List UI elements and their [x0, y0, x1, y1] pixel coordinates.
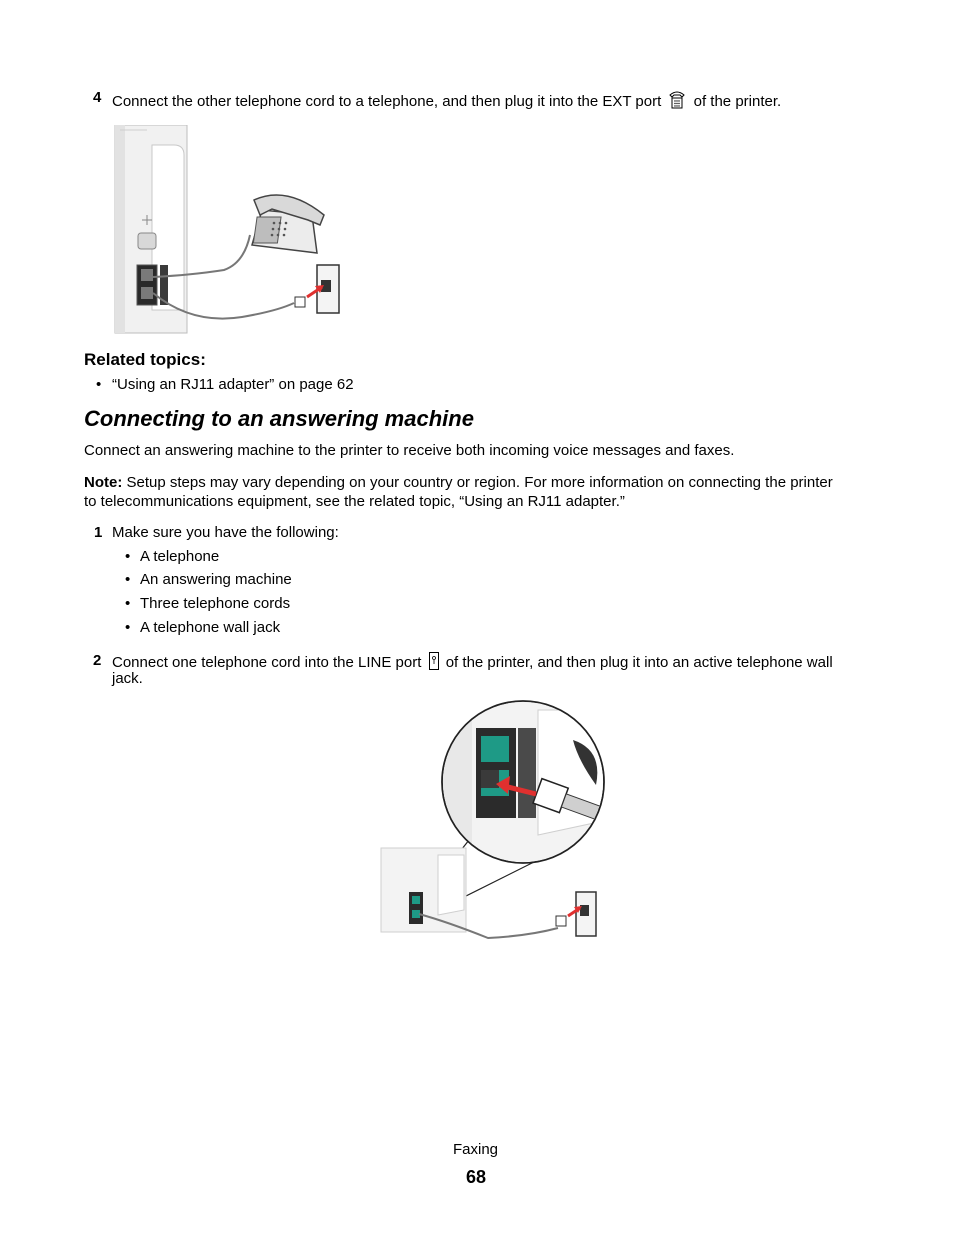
- bullet-icon: •: [125, 619, 131, 636]
- telephone-connection-illustration: [112, 125, 352, 335]
- step-number: 4: [93, 89, 102, 106]
- step-4: [93, 89, 101, 106]
- section-title: Connecting to an answering machine: [84, 406, 474, 431]
- step-2-text: [112, 652, 833, 674]
- list-item: Three telephone cords: [140, 595, 291, 612]
- telephone-ext-port-icon: [668, 89, 686, 113]
- related-topic-link[interactable]: “Using an RJ11 adapter” on page 62: [112, 376, 354, 393]
- bullet-icon: •: [96, 376, 102, 393]
- step-text: Connect the other telephone cord to a telephone, and then plug it into the EXT port: [112, 93, 662, 110]
- step-1-number: 1: [94, 524, 103, 541]
- note-line-1: [84, 474, 833, 491]
- step-1-text: Make sure you have the following:: [112, 524, 339, 541]
- step-2-number: 2: [93, 652, 102, 669]
- bullet-icon: •: [125, 548, 131, 565]
- related-topics-heading: Related topics:: [84, 350, 206, 369]
- list-item: A telephone: [140, 548, 220, 565]
- section-intro: Connect an answering machine to the printer to receive both incoming voice messages and faxes.: [84, 442, 735, 459]
- step-text-end: of the printer, and then plug it into an active telephone wall: [445, 654, 833, 671]
- step-text: Connect one telephone cord into the LINE port: [112, 654, 422, 671]
- step-4-text: [112, 89, 781, 113]
- page-number: 68: [466, 1167, 487, 1187]
- line-port-icon: [429, 652, 439, 674]
- line-port-connection-illustration: [378, 700, 608, 940]
- step-text-end: of the printer.: [693, 93, 782, 110]
- step-2-text-line-2: jack.: [112, 670, 143, 687]
- note-label: Note:: [84, 474, 123, 491]
- bullet-icon: •: [125, 595, 131, 612]
- list-item: An answering machine: [140, 571, 292, 588]
- note-line-2: to telecommunications equipment, see the related topic, “Using an RJ11 adapter.”: [84, 493, 625, 510]
- list-item: A telephone wall jack: [140, 619, 281, 636]
- footer-chapter: Faxing: [453, 1141, 499, 1158]
- note-text: Setup steps may vary depending on your country or region. For more information on connecting the printer: [126, 474, 833, 491]
- bullet-icon: •: [125, 571, 131, 588]
